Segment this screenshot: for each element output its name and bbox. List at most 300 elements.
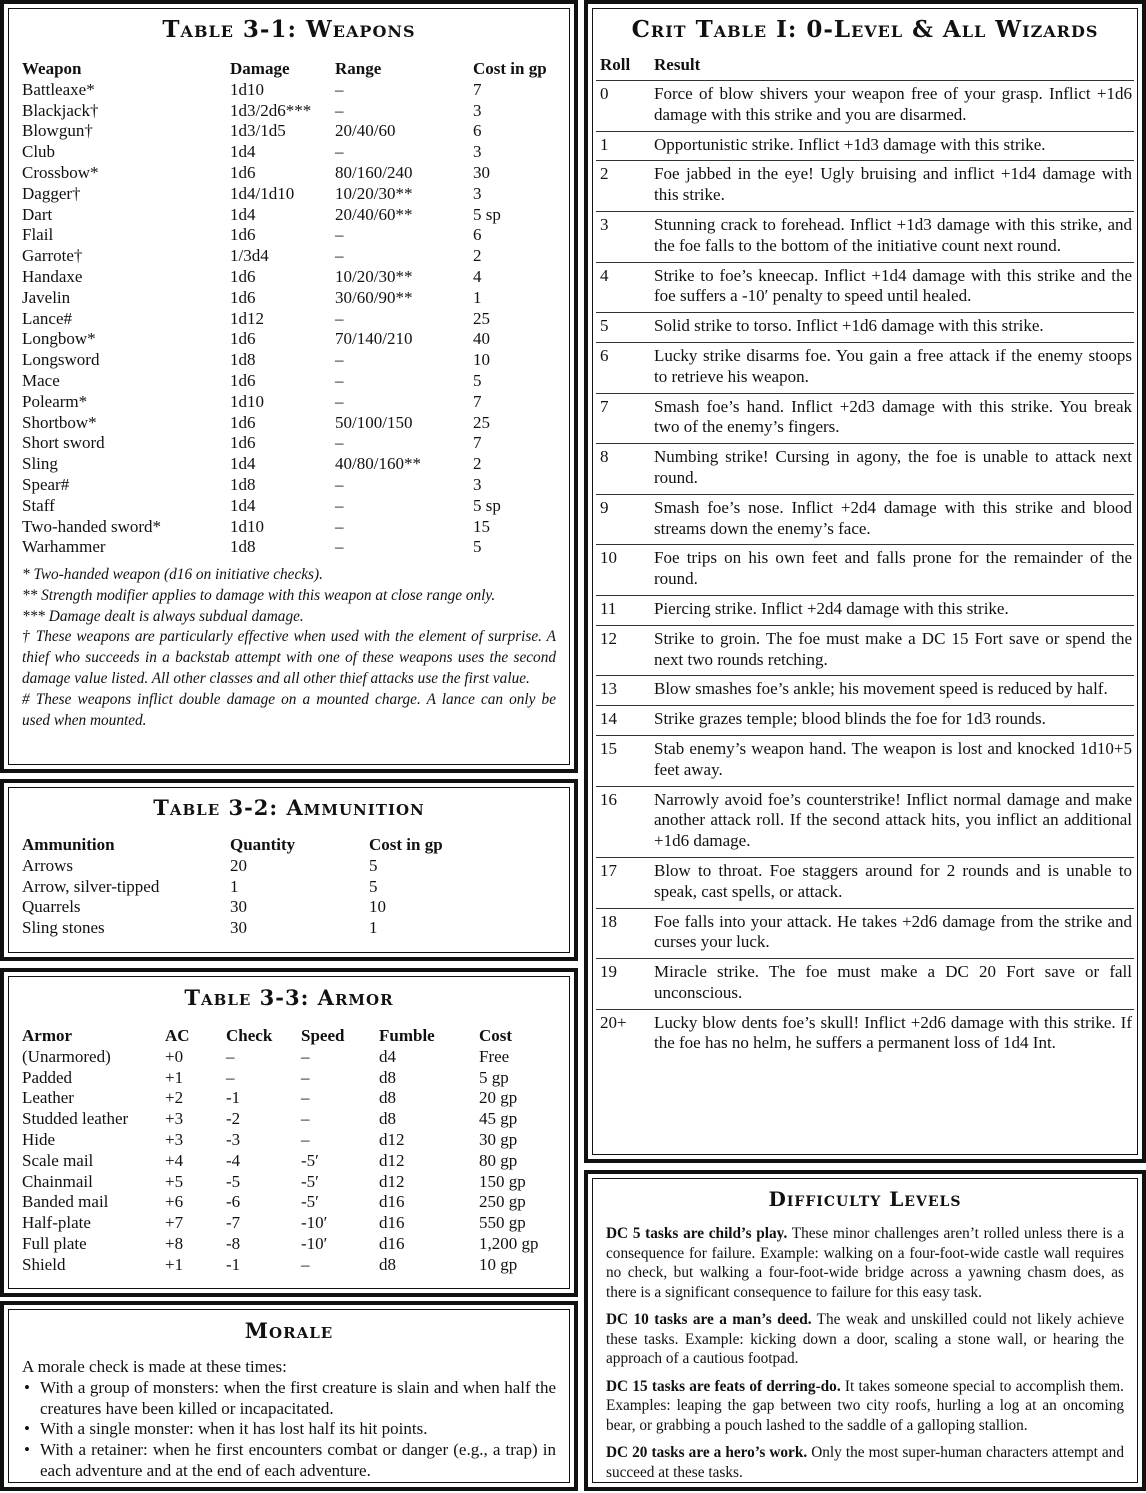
ammunition-row xyxy=(22,918,489,939)
table-cell: 30 gp xyxy=(479,1129,518,1149)
difficulty-entry xyxy=(606,1377,1124,1436)
table-cell: Narrowly avoid foe’s counterstrike! Inflict normal damage and make another attack roll. If the second attack hits, you inflict an additional +1d6 damage. xyxy=(654,786,1134,857)
table-cell: 8 xyxy=(596,444,654,495)
crit-header-row xyxy=(596,55,1134,81)
table-cell: -1 xyxy=(226,1088,241,1108)
table-cell: d4 xyxy=(379,1046,396,1066)
table-cell: 1d4/1d10 xyxy=(230,183,295,203)
armor-row xyxy=(22,1172,559,1193)
weapon-row xyxy=(22,496,565,517)
table-cell: – xyxy=(335,308,344,328)
table-cell: 250 gp xyxy=(479,1192,526,1212)
armor-panel xyxy=(0,968,578,1297)
table-cell: Spear# xyxy=(22,474,70,494)
weapons-footnotes xyxy=(22,565,556,731)
table-cell: 5 xyxy=(473,370,482,390)
difficulty-lead: DC 5 tasks are child’s play. xyxy=(606,1225,788,1242)
table-cell: Stab enemy’s weapon hand. The weapon is lost and knocked 1d10+5 feet away. xyxy=(654,735,1134,786)
table-cell: 6 xyxy=(473,121,482,141)
table-cell: – xyxy=(301,1129,310,1149)
weapon-row xyxy=(22,288,565,309)
weapon-row xyxy=(22,184,565,205)
table-cell: 1d8 xyxy=(230,537,256,557)
table-cell: Leather xyxy=(22,1088,74,1108)
table-cell: Short sword xyxy=(22,433,105,453)
crit-row xyxy=(596,735,1134,786)
weapon-row xyxy=(22,246,565,267)
table-cell: 15 xyxy=(596,735,654,786)
armor-row xyxy=(22,1088,559,1109)
footnote: ** Strength modifier applies to damage with this weapon at close range only. xyxy=(22,586,496,604)
table-cell: -10′ xyxy=(301,1213,328,1233)
table-cell: 5 xyxy=(369,876,378,896)
table-cell: 1d12 xyxy=(230,308,264,328)
table-cell: 7 xyxy=(596,393,654,444)
weapon-row xyxy=(22,205,565,226)
table-cell: 12 xyxy=(596,625,654,676)
crit-row xyxy=(596,342,1134,393)
table-cell: 1 xyxy=(596,131,654,161)
morale-body xyxy=(22,1357,556,1482)
armor-row xyxy=(22,1068,559,1089)
table-cell: 1d6 xyxy=(230,433,256,453)
ammunition-row xyxy=(22,877,489,898)
table-cell: Blow smashes foe’s ankle; his movement speed is reduced by half. xyxy=(654,676,1134,706)
weapon-row xyxy=(22,163,565,184)
table-cell: -5 xyxy=(226,1171,241,1191)
armor-row xyxy=(22,1151,559,1172)
ammunition-header-cost: Cost in gp xyxy=(369,835,443,854)
table-cell: 1d8 xyxy=(230,350,256,370)
table-cell: +1 xyxy=(165,1254,184,1274)
armor-header-armor: Armor xyxy=(22,1026,73,1045)
table-cell: Dart xyxy=(22,204,53,224)
table-cell: -1 xyxy=(226,1254,241,1274)
table-cell: 1d10 xyxy=(230,516,264,536)
table-cell: 2 xyxy=(596,161,654,212)
table-cell: Solid strike to torso. Inflict +1d6 damage with this strike. xyxy=(654,313,1134,343)
armor-body xyxy=(22,1047,559,1276)
table-cell: 17 xyxy=(596,857,654,908)
table-cell: 1d10 xyxy=(230,391,264,411)
footnote: † These weapons are particularly effective when used with the element of surprise. A thief who succeeds in a backstab attempt with one of these weapons uses the second damage value listed. All other classes and all other thief attacks use the first value. xyxy=(22,628,556,687)
difficulty-body xyxy=(606,1224,1124,1490)
crit-row xyxy=(596,494,1134,545)
morale-item: • With a group of monsters: when the first creature is slain and when half the creatures have been killed or incapacitated. xyxy=(40,1378,556,1420)
weapon-row xyxy=(22,454,565,475)
table-cell: 80/160/240 xyxy=(335,162,413,182)
weapon-row xyxy=(22,392,565,413)
weapons-body xyxy=(22,80,565,558)
footnote: # These weapons inflict double damage on a mounted charge. A lance can only be used when mounted. xyxy=(22,690,556,729)
table-cell: 6 xyxy=(473,225,482,245)
table-cell: Blowgun† xyxy=(22,121,93,141)
armor-header-speed: Speed xyxy=(301,1026,345,1045)
weapon-row xyxy=(22,329,565,350)
table-cell: Piercing strike. Inflict +2d4 damage with this strike. xyxy=(654,595,1134,625)
armor-row xyxy=(22,1130,559,1151)
table-cell: Garrote† xyxy=(22,246,83,266)
table-cell: 20 gp xyxy=(479,1088,518,1108)
table-cell: Dagger† xyxy=(22,183,81,203)
crit-row xyxy=(596,161,1134,212)
crit-row xyxy=(596,676,1134,706)
table-cell: 20/40/60 xyxy=(335,121,396,141)
ammunition-body xyxy=(22,856,489,939)
weapon-row xyxy=(22,371,565,392)
armor-header-check: Check xyxy=(226,1026,273,1045)
table-cell: Club xyxy=(22,142,56,162)
table-cell: 18 xyxy=(596,908,654,959)
table-cell: Sling stones xyxy=(22,918,105,938)
table-cell: Banded mail xyxy=(22,1192,109,1212)
table-cell: Chainmail xyxy=(22,1171,93,1191)
table-cell: 3 xyxy=(596,211,654,262)
table-cell: 1d3/1d5 xyxy=(230,121,286,141)
difficulty-entry xyxy=(606,1224,1124,1302)
table-cell: 80 gp xyxy=(479,1150,518,1170)
table-cell: 11 xyxy=(596,595,654,625)
table-cell: – xyxy=(335,516,344,536)
table-cell: Smash foe’s nose. Inflict +2d4 damage with this strike and blood streams down the enemy’s face. xyxy=(654,494,1134,545)
table-cell: 1 xyxy=(369,918,378,938)
table-cell: +0 xyxy=(165,1046,184,1066)
crit-body xyxy=(596,81,1134,1060)
table-cell: +2 xyxy=(165,1088,184,1108)
table-cell: – xyxy=(301,1088,310,1108)
footnote: * Two-handed weapon (d16 on initiative checks). xyxy=(22,566,323,583)
table-cell: – xyxy=(335,537,344,557)
weapon-row xyxy=(22,350,565,371)
table-cell: 50/100/150 xyxy=(335,412,413,432)
table-cell: 1d6 xyxy=(230,370,256,390)
table-cell: 30 xyxy=(230,918,247,938)
table-cell: 25 xyxy=(473,412,490,432)
crit-row xyxy=(596,262,1134,313)
table-cell: 3 xyxy=(473,100,482,120)
table-cell: Miracle strike. The foe must make a DC 20 Fort save or fall unconscious. xyxy=(654,959,1134,1010)
table-cell: Numbing strike! Cursing in agony, the foe is unable to attack next round. xyxy=(654,444,1134,495)
table-cell: – xyxy=(335,225,344,245)
weapon-row xyxy=(22,309,565,330)
difficulty-lead: DC 10 tasks are a man’s deed. xyxy=(606,1311,812,1328)
weapons-table xyxy=(22,59,565,558)
table-cell: -8 xyxy=(226,1233,241,1253)
table-cell: -5′ xyxy=(301,1192,319,1212)
table-cell: Arrow, silver-tipped xyxy=(22,876,160,896)
table-cell: 0 xyxy=(596,81,654,132)
weapon-row xyxy=(22,537,565,558)
table-cell: 550 gp xyxy=(479,1213,526,1233)
crit-row xyxy=(596,857,1134,908)
table-cell: 1d6 xyxy=(230,266,256,286)
table-cell: Stunning crack to forehead. Inflict +1d3 damage with this strike, and the foe falls to the bottom of the initiative count next round. xyxy=(654,211,1134,262)
crit-row xyxy=(596,81,1134,132)
ammunition-row xyxy=(22,856,489,877)
morale-intro: A morale check is made at these times: xyxy=(22,1357,287,1376)
table-cell: Mace xyxy=(22,370,60,390)
table-cell: Smash foe’s hand. Inflict +2d3 damage with this strike. You break two of the enemy’s fingers. xyxy=(654,393,1134,444)
table-cell: 30 xyxy=(473,162,490,182)
weapons-header-range: Range xyxy=(335,59,382,78)
table-cell: Scale mail xyxy=(22,1150,94,1170)
weapon-row xyxy=(22,101,565,122)
table-cell: -7 xyxy=(226,1213,241,1233)
difficulty-entry xyxy=(606,1310,1124,1369)
table-cell: 3 xyxy=(473,183,482,203)
armor-header-cost: Cost xyxy=(479,1026,513,1045)
table-cell: d12 xyxy=(379,1150,405,1170)
table-cell: 30/60/90** xyxy=(335,287,413,307)
table-cell: 1d3/2d6*** xyxy=(230,100,312,120)
table-cell: 2 xyxy=(473,246,482,266)
crit-row xyxy=(596,211,1134,262)
armor-row xyxy=(22,1234,559,1255)
crit-row xyxy=(596,393,1134,444)
weapon-row xyxy=(22,433,565,454)
difficulty-text: Only the most super-human characters attempt and succeed at these tasks. xyxy=(606,1444,1124,1481)
weapon-row xyxy=(22,80,565,101)
armor-header-row xyxy=(22,1026,559,1047)
table-cell: d8 xyxy=(379,1109,396,1129)
difficulty-text: These minor challenges aren’t rolled unless there is a consequence for failure. Example: walking on a four-foot-wide castle wall requires no check, but walking a four-foot-wide bridge across a yawning chasm does, as there is a significant consequence to failure for this easy task. xyxy=(606,1225,1124,1301)
table-cell: – xyxy=(226,1046,235,1066)
table-cell: Shield xyxy=(22,1254,66,1274)
table-cell: 10/20/30** xyxy=(335,266,413,286)
table-cell: 5 xyxy=(473,537,482,557)
table-cell: -4 xyxy=(226,1150,241,1170)
table-cell: 40/80/160** xyxy=(335,454,421,474)
table-cell: Lucky blow dents foe’s skull! Inflict +2d6 damage with this strike. If the foe has no helm, he suffers a permanent loss of 1d4 Int. xyxy=(654,1009,1134,1059)
table-cell: 5 sp xyxy=(473,204,501,224)
table-cell: Padded xyxy=(22,1067,73,1087)
table-cell: 25 xyxy=(473,308,490,328)
table-cell: Staff xyxy=(22,495,55,515)
table-cell: – xyxy=(335,350,344,370)
table-cell: Longsword xyxy=(22,350,100,370)
table-cell: +3 xyxy=(165,1129,184,1149)
weapon-row xyxy=(22,142,565,163)
table-cell: d16 xyxy=(379,1213,405,1233)
armor-table xyxy=(22,1026,559,1276)
table-cell: 45 gp xyxy=(479,1109,518,1129)
armor-header-fumble: Fumble xyxy=(379,1026,435,1045)
table-cell: 9 xyxy=(596,494,654,545)
table-cell: Opportunistic strike. Inflict +1d3 damage with this strike. xyxy=(654,131,1134,161)
crit-row xyxy=(596,313,1134,343)
table-cell: 7 xyxy=(473,79,482,99)
armor-row xyxy=(22,1213,559,1234)
weapons-header-cost: Cost in gp xyxy=(473,59,547,78)
table-cell: -10′ xyxy=(301,1233,328,1253)
table-cell: d8 xyxy=(379,1088,396,1108)
weapons-header-weapon: Weapon xyxy=(22,59,82,78)
table-cell: 20/40/60** xyxy=(335,204,413,224)
ammunition-table xyxy=(22,835,489,939)
table-cell: -6 xyxy=(226,1192,241,1212)
table-cell: +1 xyxy=(165,1067,184,1087)
armor-header-ac: AC xyxy=(165,1026,190,1045)
table-cell: Crossbow* xyxy=(22,162,99,182)
table-cell: Foe jabbed in the eye! Ugly bruising and inflict +1d4 damage with this strike. xyxy=(654,161,1134,212)
table-cell: Flail xyxy=(22,225,54,245)
crit-table xyxy=(596,55,1134,1059)
difficulty-entry xyxy=(606,1443,1124,1482)
table-cell: 10 xyxy=(596,545,654,596)
difficulty-lead: DC 15 tasks are feats of derring-do. xyxy=(606,1377,841,1395)
table-cell: Two-handed sword* xyxy=(22,516,162,536)
weapon-row xyxy=(22,267,565,288)
table-cell: 1d10 xyxy=(230,79,264,99)
table-cell: 20+ xyxy=(596,1009,654,1059)
table-cell: 13 xyxy=(596,676,654,706)
table-cell: Full plate xyxy=(22,1233,87,1253)
table-cell: +7 xyxy=(165,1213,184,1233)
table-cell: 6 xyxy=(596,342,654,393)
table-cell: d16 xyxy=(379,1233,405,1253)
armor-row xyxy=(22,1109,559,1130)
crit-row xyxy=(596,908,1134,959)
table-cell: – xyxy=(335,391,344,411)
morale-panel xyxy=(0,1301,578,1491)
crit-title: Crit Table I: 0-Level & All Wizards xyxy=(631,16,1099,43)
table-cell: 4 xyxy=(473,266,482,286)
armor-row xyxy=(22,1192,559,1213)
ammunition-header-row xyxy=(22,835,489,856)
table-cell: 15 xyxy=(473,516,490,536)
table-cell: -2 xyxy=(226,1109,241,1129)
crit-row xyxy=(596,545,1134,596)
table-cell: Battleaxe* xyxy=(22,79,95,99)
table-cell: 1 xyxy=(473,287,482,307)
crit-row xyxy=(596,706,1134,736)
weapon-row xyxy=(22,121,565,142)
table-cell: Half-plate xyxy=(22,1213,91,1233)
table-cell: 3 xyxy=(473,142,482,162)
weapons-header-damage: Damage xyxy=(230,59,290,78)
ammunition-row xyxy=(22,897,489,918)
table-cell: +6 xyxy=(165,1192,184,1212)
table-cell: 1d4 xyxy=(230,142,256,162)
table-cell: – xyxy=(335,100,344,120)
table-cell: – xyxy=(335,433,344,453)
table-cell: Lucky strike disarms foe. You gain a free attack if the enemy stoops to retrieve his weapon. xyxy=(654,342,1134,393)
table-cell: 10/20/30** xyxy=(335,183,413,203)
table-cell: 10 gp xyxy=(479,1254,518,1274)
morale-list xyxy=(22,1378,556,1482)
armor-row xyxy=(22,1255,559,1276)
table-cell: 1d4 xyxy=(230,454,256,474)
table-cell: +4 xyxy=(165,1150,184,1170)
table-cell: Longbow* xyxy=(22,329,96,349)
morale-title: Morale xyxy=(244,1318,334,1343)
table-cell: d12 xyxy=(379,1171,405,1191)
table-cell: 1,200 gp xyxy=(479,1233,539,1253)
table-cell: Javelin xyxy=(22,287,71,307)
crit-row xyxy=(596,959,1134,1010)
weapon-row xyxy=(22,225,565,246)
table-cell: Studded leather xyxy=(22,1109,129,1129)
weapons-title: Table 3-1: Weapons xyxy=(162,16,416,43)
table-cell: 4 xyxy=(596,262,654,313)
table-cell: 150 gp xyxy=(479,1171,526,1191)
table-cell: 7 xyxy=(473,391,482,411)
table-cell: 1 xyxy=(230,876,239,896)
armor-row xyxy=(22,1047,559,1068)
table-cell: (Unarmored) xyxy=(22,1046,111,1066)
table-cell: – xyxy=(335,79,344,99)
table-cell: 1d6 xyxy=(230,162,256,182)
crit-panel xyxy=(584,0,1146,1163)
table-cell: Quarrels xyxy=(22,897,81,917)
table-cell: 10 xyxy=(473,350,490,370)
table-cell: 30 xyxy=(230,897,247,917)
crit-row xyxy=(596,625,1134,676)
difficulty-text: It takes someone special to accomplish them. Examples: leaping the gap between two city roofs, hurling a log at an oncoming bear, or grabbing a pouch lashed to the saddle of a galloping stallion. xyxy=(606,1377,1124,1434)
table-cell: Polearm* xyxy=(22,391,88,411)
table-cell: – xyxy=(226,1067,235,1087)
morale-item: • With a single monster: when it has lost half its hit points. xyxy=(40,1419,556,1440)
crit-header-result: Result xyxy=(654,55,701,74)
morale-item: • With a retainer: when he first encounters combat or danger (e.g., a trap) in each adventure and at the end of each adventure. xyxy=(40,1440,556,1482)
table-cell: – xyxy=(301,1067,310,1087)
crit-header-roll: Roll xyxy=(600,55,631,74)
table-cell: Blackjack† xyxy=(22,100,99,120)
ammunition-title: Table 3-2: Ammunition xyxy=(153,795,425,820)
weapon-row xyxy=(22,517,565,538)
table-cell: d16 xyxy=(379,1192,405,1212)
table-cell: Warhammer xyxy=(22,537,106,557)
table-cell: 16 xyxy=(596,786,654,857)
table-cell: – xyxy=(335,474,344,494)
table-cell: Foe falls into your attack. He takes +2d6 damage from the strike and curses your luck. xyxy=(654,908,1134,959)
table-cell: – xyxy=(335,142,344,162)
table-cell: 1d6 xyxy=(230,329,256,349)
table-cell: Sling xyxy=(22,454,58,474)
crit-row xyxy=(596,444,1134,495)
difficulty-text: The weak and unskilled could not likely achieve these tasks. Example: kicking down a door, scaling a stone wall, or hearing the approach of a cautious footpad. xyxy=(606,1311,1124,1367)
table-cell: +3 xyxy=(165,1109,184,1129)
ammunition-header-name: Ammunition xyxy=(22,835,115,854)
table-cell: -3 xyxy=(226,1129,241,1149)
table-cell: 5 xyxy=(369,855,378,875)
crit-row xyxy=(596,1009,1134,1059)
ammunition-panel xyxy=(0,779,578,961)
difficulty-panel xyxy=(584,1170,1146,1491)
table-cell: 7 xyxy=(473,433,482,453)
table-cell: 1d8 xyxy=(230,474,256,494)
table-cell: Arrows xyxy=(22,855,73,875)
difficulty-lead: DC 20 tasks are a hero’s work. xyxy=(606,1444,808,1461)
table-cell: – xyxy=(301,1109,310,1129)
table-cell: 1d4 xyxy=(230,204,256,224)
table-cell: Handaxe xyxy=(22,266,83,286)
table-cell: Free xyxy=(479,1046,510,1066)
table-cell: d8 xyxy=(379,1254,396,1274)
table-cell: Force of blow shivers your weapon free of your grasp. Inflict +1d6 damage with this strike and you are disarmed. xyxy=(654,81,1134,132)
table-cell: Strike grazes temple; blood blinds the foe for 1d3 rounds. xyxy=(654,706,1134,736)
table-cell: 1d4 xyxy=(230,495,256,515)
table-cell: 40 xyxy=(473,329,490,349)
ammunition-header-quantity: Quantity xyxy=(230,835,296,854)
difficulty-title: Difficulty Levels xyxy=(768,1187,962,1211)
table-cell: Strike to foe’s kneecap. Inflict +1d4 damage with this strike and the foe suffers a -10′ penalty to speed until healed. xyxy=(654,262,1134,313)
table-cell: 2 xyxy=(473,454,482,474)
table-cell: 70/140/210 xyxy=(335,329,413,349)
crit-row xyxy=(596,131,1134,161)
weapon-row xyxy=(22,413,565,434)
table-cell: 19 xyxy=(596,959,654,1010)
